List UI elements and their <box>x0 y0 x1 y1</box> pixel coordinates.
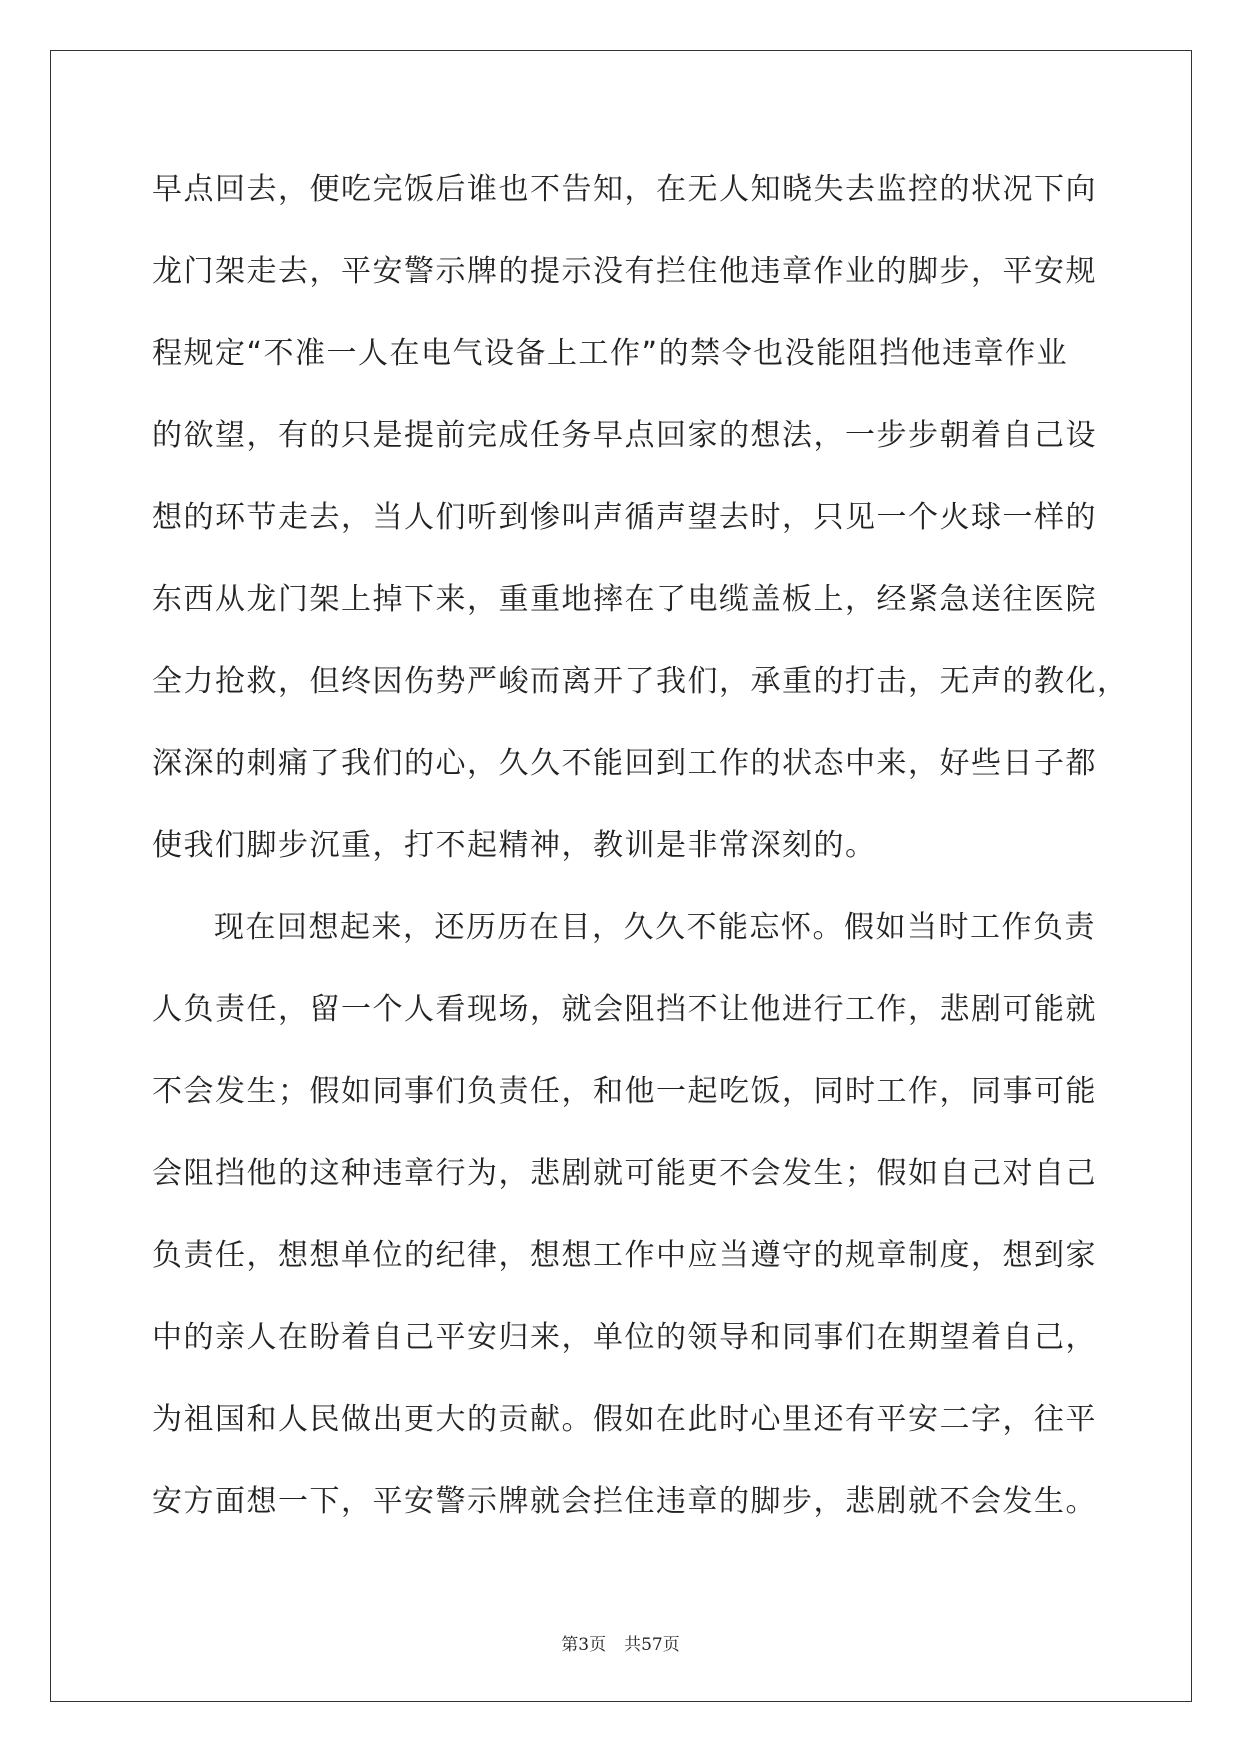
document-body <box>152 162 1129 1556</box>
text-line: 负责任，想想单位的纪律，想想工作中应当遵守的规章制度，想到家 <box>152 1238 1097 1273</box>
text-line: 安方面想一下，平安警示牌就会拦住违章的脚步，悲剧就不会发生。 <box>152 1484 1097 1519</box>
text-line: 程规定“不准一人在电气设备上工作”的禁令也没能阻挡他违章作业 <box>152 336 1069 371</box>
text-line: 中的亲人在盼着自己平安归来，单位的领导和同事们在期望着自己， <box>152 1320 1097 1355</box>
text-line: 早点回去，便吃完饭后谁也不告知，在无人知晓失去监控的状况下向 <box>152 172 1097 207</box>
paragraph-start-line: 现在回想起来，还历历在目，久久不能忘怀。假如当时工作负责 <box>214 910 1096 945</box>
text-line: 不会发生；假如同事们负责任，和他一起吃饭，同时工作，同事可能 <box>152 1074 1097 1109</box>
text-line: 使我们脚步沉重，打不起精神，教训是非常深刻的。 <box>152 828 877 863</box>
text-line: 东西从龙门架上掉下来，重重地摔在了电缆盖板上，经紧急送往医院 <box>152 582 1097 617</box>
text-line: 想的环节走去，当人们听到惨叫声循声望去时，只见一个火球一样的 <box>152 500 1097 535</box>
page-footer <box>0 1630 1241 1655</box>
page-number: 第3页 <box>561 1635 607 1655</box>
text-line: 龙门架走去，平安警示牌的提示没有拦住他违章作业的脚步，平安规 <box>152 254 1097 289</box>
text-line: 深深的刺痛了我们的心，久久不能回到工作的状态中来，好些日子都 <box>152 746 1097 781</box>
text-line: 为祖国和人民做出更大的贡献。假如在此时心里还有平安二字，往平 <box>152 1402 1097 1437</box>
text-line: 全力抢救，但终因伤势严峻而离开了我们，承重的打击，无声的教化， <box>152 664 1129 699</box>
total-pages: 共57页 <box>624 1635 680 1655</box>
text-line: 会阻挡他的这种违章行为，悲剧就可能更不会发生；假如自己对自己 <box>152 1156 1097 1191</box>
text-line: 的欲望，有的只是提前完成任务早点回家的想法，一步步朝着自己设 <box>152 418 1097 453</box>
text-line: 人负责任，留一个人看现场，就会阻挡不让他进行工作，悲剧可能就 <box>152 992 1097 1027</box>
